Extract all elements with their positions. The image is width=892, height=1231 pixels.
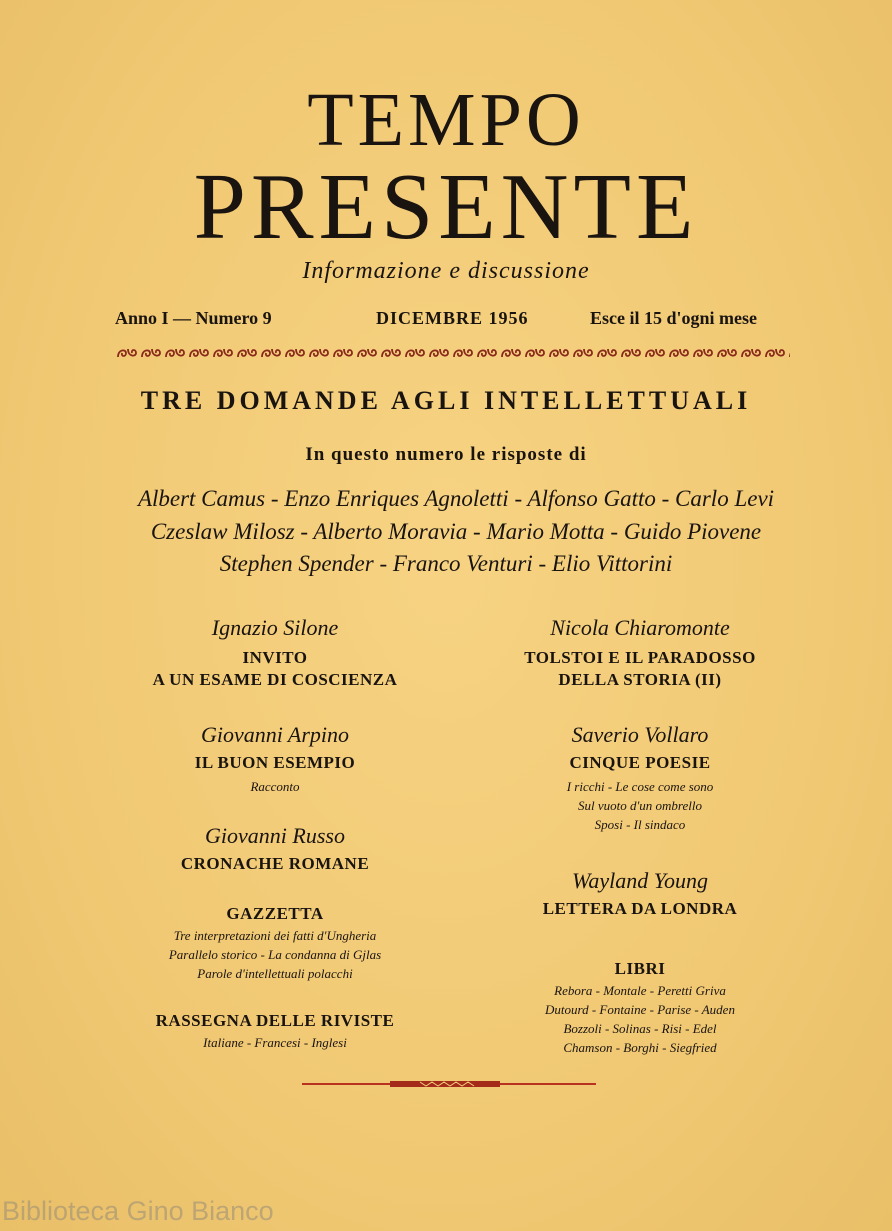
- section-libri: [490, 958, 790, 1057]
- section-line: Parallelo storico - La condanna di Gjlas: [168, 946, 382, 962]
- section-line: Parole d'intellettuali polacchi: [197, 965, 353, 981]
- section-title: RASSEGNA DELLE RIVISTE: [155, 1011, 395, 1030]
- author-name: Giovanni Russo: [205, 823, 345, 848]
- article-title: [490, 647, 790, 691]
- author-name: Nicola Chiaromonte: [550, 615, 730, 640]
- section-gazzetta: [115, 903, 435, 984]
- article-arpino: [115, 722, 435, 797]
- library-watermark: Biblioteca Gino Bianco: [2, 1196, 274, 1226]
- contributors-line-2: Czeslaw Milosz - Alberto Moravia - Mario Motta - Guido Piovene: [150, 519, 762, 544]
- masthead-title-line1: TEMPO: [307, 78, 585, 162]
- article-note: I ricchi - Le cose come sono: [566, 779, 714, 795]
- author-name: Saverio Vollaro: [571, 722, 709, 747]
- author-name: Giovanni Arpino: [200, 722, 350, 747]
- article-young: [490, 868, 790, 920]
- section-line: Chamson - Borghi - Siegfried: [563, 1039, 717, 1055]
- article-title-line: TOLSTOI E IL PARADOSSO: [524, 648, 756, 667]
- article-title-line: A UN ESAME DI COSCIENZA: [152, 670, 398, 690]
- article-title: LETTERA DA LONDRA: [542, 899, 738, 918]
- section-line: Italiane - Francesi - Inglesi: [203, 1035, 347, 1051]
- ornamental-border: [116, 345, 790, 361]
- author-name: Ignazio Silone: [211, 615, 339, 640]
- article-title: [115, 647, 435, 691]
- issue-frequency: Esce il 15 d'ogni mese: [590, 308, 757, 328]
- author-name: Wayland Young: [572, 868, 708, 893]
- article-note: Racconto: [250, 779, 300, 795]
- section-title: LIBRI: [614, 959, 666, 978]
- article-vollaro: [490, 722, 790, 835]
- article-russo: [115, 823, 435, 875]
- masthead-title-line2: PRESENTE: [193, 155, 699, 259]
- intro-line: In questo numero le risposte di: [305, 444, 587, 465]
- article-title-line: INVITO: [242, 648, 308, 667]
- section-line: Tre interpretazioni dei fatti d'Ungheria: [173, 928, 377, 944]
- contributors-line-1: Albert Camus - Enzo Enriques Agnoletti - Alfonso Gatto - Carlo Levi: [137, 486, 775, 511]
- article-title: CRONACHE ROMANE: [180, 854, 370, 873]
- section-title: GAZZETTA: [226, 904, 324, 923]
- masthead-subtitle: Informazione e discussione: [302, 258, 590, 284]
- section-line: Rebora - Montale - Peretti Griva: [554, 983, 726, 999]
- section-line: Bozzoli - Solinas - Risi - Edel: [563, 1020, 717, 1036]
- section-line: Dutourd - Fontaine - Parise - Auden: [545, 1001, 735, 1017]
- article-title: CINQUE POESIE: [569, 753, 711, 772]
- article-title-line: DELLA STORIA (II): [558, 670, 722, 690]
- bottom-decorative-rule: [302, 1080, 596, 1088]
- article-note: Sposi - Il sindaco: [594, 816, 686, 832]
- contributors-line-3: Stephen Spender - Franco Venturi - Elio Vittorini: [219, 551, 673, 576]
- section-rassegna: [115, 1010, 435, 1053]
- article-chiaromonte: [490, 615, 790, 691]
- issue-number: Anno I — Numero 9: [115, 308, 272, 328]
- headline: TRE DOMANDE AGLI INTELLETTUALI: [140, 386, 752, 415]
- article-silone: [115, 615, 435, 691]
- article-title: IL BUON ESEMPIO: [194, 753, 356, 772]
- article-note: Sul vuoto d'un ombrello: [578, 797, 702, 813]
- issue-date: DICEMBRE 1956: [376, 308, 529, 328]
